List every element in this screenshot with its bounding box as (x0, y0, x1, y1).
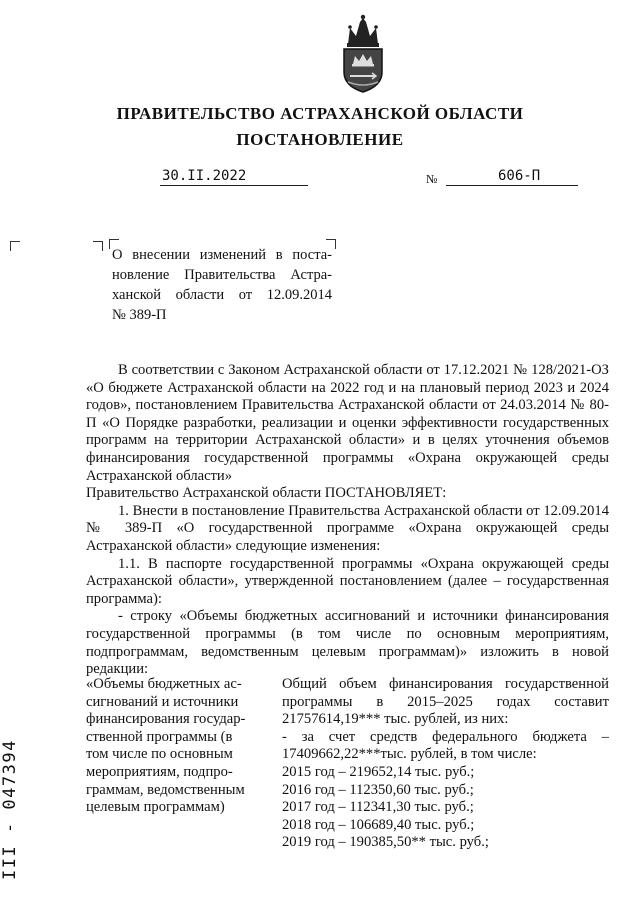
document-number: 606-П (446, 167, 578, 186)
government-title: ПРАВИТЕЛЬСТВО АСТРАХАНСКОЙ ОБЛАСТИ (116, 104, 524, 123)
subject-line: ханской области от 12.09.2014 (112, 287, 332, 303)
coat-of-arms-icon (336, 14, 390, 94)
left-cell-line: ственной программы (в (86, 728, 233, 745)
preamble-paragraph: В соответствии с Законом Астраханской области от 17.12.2021 № 128/2021-ОЗ «О бюджете Астраханской области на 2022 год и на плановый период 2023 и 2024 годов», постановлением Правительства Астраханской области от 24.03.2014 № 80-П «О Порядке разработки, реализации и оценки эффективности государственных программ на территории Астраханской области» и в целях уточнения объемов финансирования государственной программы «Охрана окружающей среды Астраханской области» (86, 362, 609, 484)
total-funding-text: Общий объем финансирования государственной программы в 2015–2025 годах составит 21757614,19*** тыс. рублей, из них: (282, 676, 609, 728)
item-1-1-paragraph: 1.1. В паспорте государственной программы «Охрана окружающей среды Астраханской области», утвержденной постановлением (далее – государственная программа): (86, 555, 609, 607)
subject-line: новление Правительства Астра- (112, 267, 332, 283)
blank-serial-number: III - 047394 (0, 739, 20, 880)
year-funding-line: 2015 год – 219652,14 тыс. руб.; (282, 763, 475, 780)
document-type-title: ПОСТАНОВЛЕНИЕ (236, 130, 404, 149)
margin-corner-mark (10, 241, 20, 251)
left-cell-line: граммам, ведомственным (86, 781, 245, 798)
funding-table-right-cell (282, 676, 609, 852)
year-funding-line: 2016 год – 112350,60 тыс. руб.; (282, 781, 474, 798)
margin-corner-mark (93, 241, 103, 251)
document-date: 30.II.2022 (160, 167, 308, 186)
item-1-paragraph: 1. Внести в постановление Правительства Астраханской области от 12.09.2014 № 389-П «О государственной программе «Охрана окружающей среды Астраханской области» следующие изменения: (86, 502, 609, 554)
left-cell-line: финансирования государ- (86, 711, 246, 728)
left-cell-line: целевым программам) (86, 799, 225, 816)
federal-funding-text: - за счет средств федерального бюджета – 17409662,22***тыс. рублей, в том числе: (282, 728, 609, 763)
year-funding-line: 2018 год – 106689,40 тыс. руб.; (282, 816, 475, 833)
year-funding-line: 2019 год – 190385,50** тыс. руб.; (282, 834, 489, 851)
left-cell-line: сигнований и источники (86, 693, 239, 710)
left-cell-line: «Объемы бюджетных ас- (86, 676, 242, 692)
left-cell-line: том числе по основным (86, 746, 233, 763)
left-cell-line: мероприятиям, подпро- (86, 763, 233, 780)
subject-line: № 389-П (112, 307, 167, 323)
funding-table-left-cell (86, 676, 262, 817)
number-label: № (426, 172, 438, 186)
resolution-paragraph: Правительство Астраханской области ПОСТАНОВЛЯЕТ: (86, 485, 447, 502)
row-change-paragraph: - строку «Объемы бюджетных ассигнований и источники финансирования государственной программы (в том числе по основным мероприятиям, подпрограммам, ведомственным целевым программам)» изложить в новой редакции: (86, 608, 609, 678)
subject-line: О внесении изменений в поста- (112, 247, 332, 263)
document-body (86, 362, 609, 679)
subject-block (112, 245, 332, 325)
year-funding-line: 2017 год – 112341,30 тыс. руб.; (282, 799, 474, 816)
